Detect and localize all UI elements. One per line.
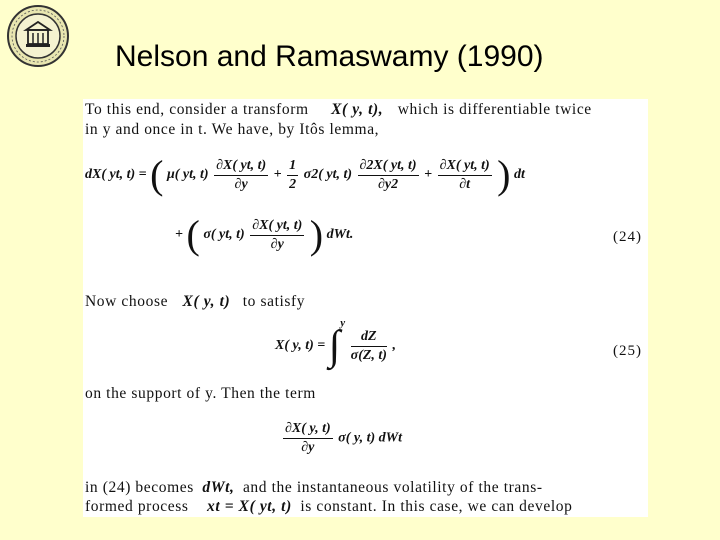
eq25-fraction (351, 329, 387, 364)
equation-25 (275, 316, 396, 369)
text-line-1 (85, 101, 592, 119)
now-choose-line (85, 293, 305, 311)
eq24-fraction-1-num: ∂X( yt, t) (214, 158, 268, 176)
text-line-1-start: To this end, consider a transform (85, 101, 309, 118)
becomes-line (85, 479, 543, 497)
eq24-fraction-4 (250, 218, 304, 253)
eq24-fraction-1 (214, 158, 268, 193)
eq24-fraction-2-den: ∂y2 (377, 176, 399, 192)
equation-24-line-1 (85, 152, 525, 197)
eq24-dW: dWt. (326, 227, 354, 243)
equation-24-number: (24) (613, 229, 642, 245)
equation-25-number: (25) (613, 343, 642, 359)
eq24-fraction-2-num: ∂2X( yt, t) (358, 158, 419, 176)
now-choose-start: Now choose (85, 293, 169, 310)
text-line-1-end: which is differentiable twice (397, 101, 592, 118)
term-rest: σ( y, t) dWt (338, 430, 402, 446)
eq25-end: , (392, 338, 396, 354)
eq24-lhs: dX( yt, t) = (85, 167, 147, 183)
eq24-dt: dt (513, 167, 525, 183)
last-line-start: formed process (85, 498, 189, 515)
eq24-plus-2: + (424, 167, 433, 183)
left-paren-big-2: ( (186, 212, 200, 257)
last-line (85, 498, 572, 516)
right-paren-big: ) (497, 152, 511, 197)
eq24-sigma: σ( yt, t) (203, 227, 245, 243)
eq24-mu: μ( yt, t) (166, 167, 209, 183)
eq25-fraction-den: σ(Z, t) (350, 347, 387, 363)
eq24-fraction-2 (358, 158, 419, 193)
eq24-fraction-3-den: ∂t (459, 176, 471, 192)
text-line-2: in y and once in t. We have, by Itôs lemma, (85, 121, 380, 138)
right-paren-big-2: ) (309, 212, 324, 257)
integral-sign: ∫ (328, 323, 341, 369)
eq25-upper-limit: y (340, 316, 346, 329)
term-fraction (283, 421, 333, 456)
last-line-end: is constant. In this case, we can develop (300, 498, 573, 515)
last-line-expr: xt = X( yt, t) (207, 498, 292, 515)
becomes-start: in (24) becomes (85, 479, 194, 496)
eq24-fraction-1-den: ∂y (234, 176, 248, 192)
equation-24-line-2 (175, 212, 354, 257)
eq24-plus-1: + (273, 167, 282, 183)
left-paren-big: ( (150, 152, 164, 197)
eq24-fraction-3 (438, 158, 492, 193)
university-seal-logo (6, 4, 70, 68)
eq24-line2-plus: + (175, 227, 183, 243)
eq24-half-num: 1 (287, 158, 298, 176)
slide-title: Nelson and Ramaswamy (1990) (115, 40, 544, 73)
becomes-end: and the instantaneous volatility of the trans- (242, 479, 543, 496)
now-choose-end: to satisfy (242, 293, 306, 310)
eq25-fraction-num: dZ (351, 329, 387, 347)
term-expression (281, 421, 402, 456)
eq24-half-den: 2 (289, 176, 297, 192)
term-fraction-num: ∂X( y, t) (283, 421, 333, 439)
becomes-dW: dWt, (202, 479, 235, 496)
transform-expr: X( y, t), (331, 101, 384, 118)
eq24-half (287, 158, 298, 193)
eq24-fraction-4-num: ∂X( yt, t) (250, 218, 304, 236)
now-choose-expr: X( y, t) (182, 293, 231, 310)
term-fraction-den: ∂y (301, 440, 315, 455)
support-line: on the support of y. Then the term (85, 385, 316, 402)
scanned-paper-excerpt (83, 99, 648, 517)
eq25-lhs: X( y, t) = (275, 338, 326, 354)
eq24-sigma2: σ2( yt, t) (303, 167, 353, 183)
eq24-fraction-4-den: ∂y (270, 236, 284, 252)
eq24-fraction-3-num: ∂X( yt, t) (438, 158, 492, 176)
